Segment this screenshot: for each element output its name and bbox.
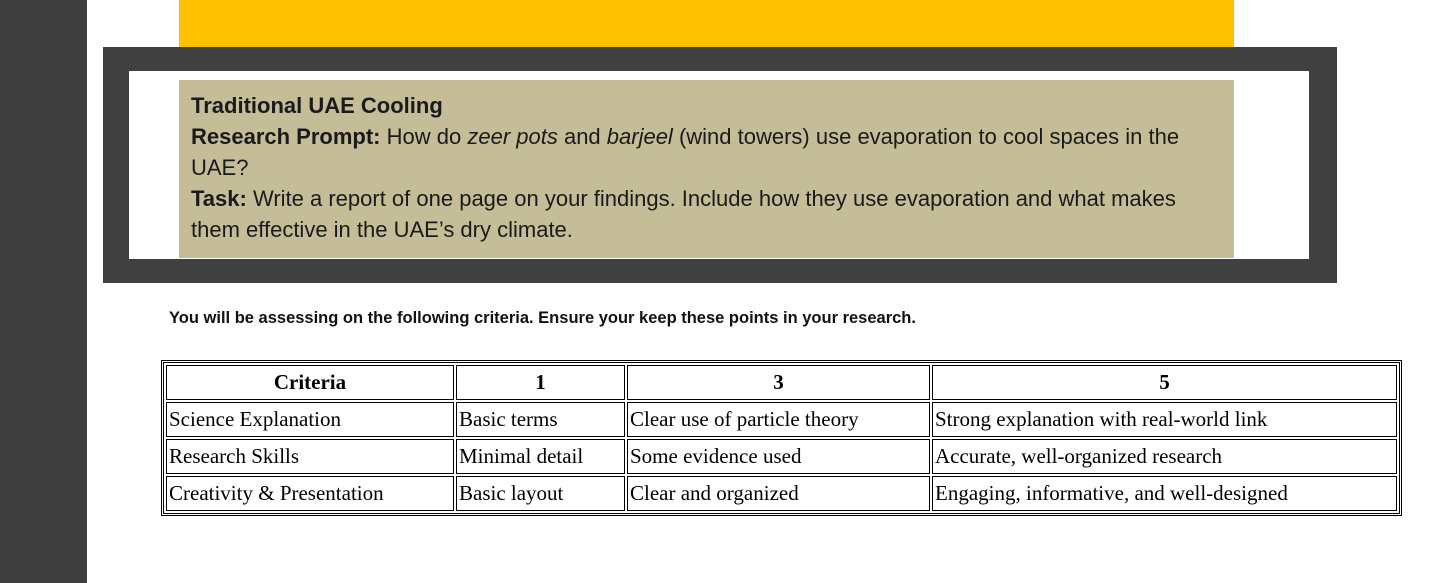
header-score-5: 5: [932, 365, 1397, 400]
table-row: [166, 402, 1397, 437]
header-score-1: 1: [456, 365, 625, 400]
research-prompt: Research Prompt: How do zeer pots and barjeel (wind towers) use evaporation to cool spaces in the UAE?: [191, 124, 1180, 180]
criteria-cell: Science Explanation: [166, 402, 454, 437]
prompt-title: Traditional UAE Cooling: [191, 93, 443, 118]
research-prompt-box: [179, 80, 1234, 258]
header-score-3: 3: [627, 365, 930, 400]
header-criteria: Criteria: [166, 365, 454, 400]
score-1-cell: Basic layout: [456, 476, 625, 511]
score-3-cell: Some evidence used: [627, 439, 930, 474]
table-row: [166, 476, 1397, 511]
rubric-header-row: [166, 365, 1397, 400]
score-1-cell: Basic terms: [456, 402, 625, 437]
criteria-cell: Research Skills: [166, 439, 454, 474]
task-description: Task: Write a report of one page on your findings. Include how they use evaporation and what makes them effective in the UAE’s dry climate.: [191, 186, 1176, 242]
score-3-cell: Clear use of particle theory: [627, 402, 930, 437]
assessment-instructions: You will be assessing on the following criteria. Ensure your keep these points in your research.: [169, 309, 916, 327]
score-3-cell: Clear and organized: [627, 476, 930, 511]
score-5-cell: Accurate, well-organized research: [932, 439, 1397, 474]
table-row: [166, 439, 1397, 474]
header-banner: [179, 0, 1234, 47]
criteria-cell: Creativity & Presentation: [166, 476, 454, 511]
score-1-cell: Minimal detail: [456, 439, 625, 474]
score-5-cell: Strong explanation with real-world link: [932, 402, 1397, 437]
rubric-table: [161, 360, 1402, 516]
left-gutter: [0, 0, 87, 583]
score-5-cell: Engaging, informative, and well-designed: [932, 476, 1397, 511]
